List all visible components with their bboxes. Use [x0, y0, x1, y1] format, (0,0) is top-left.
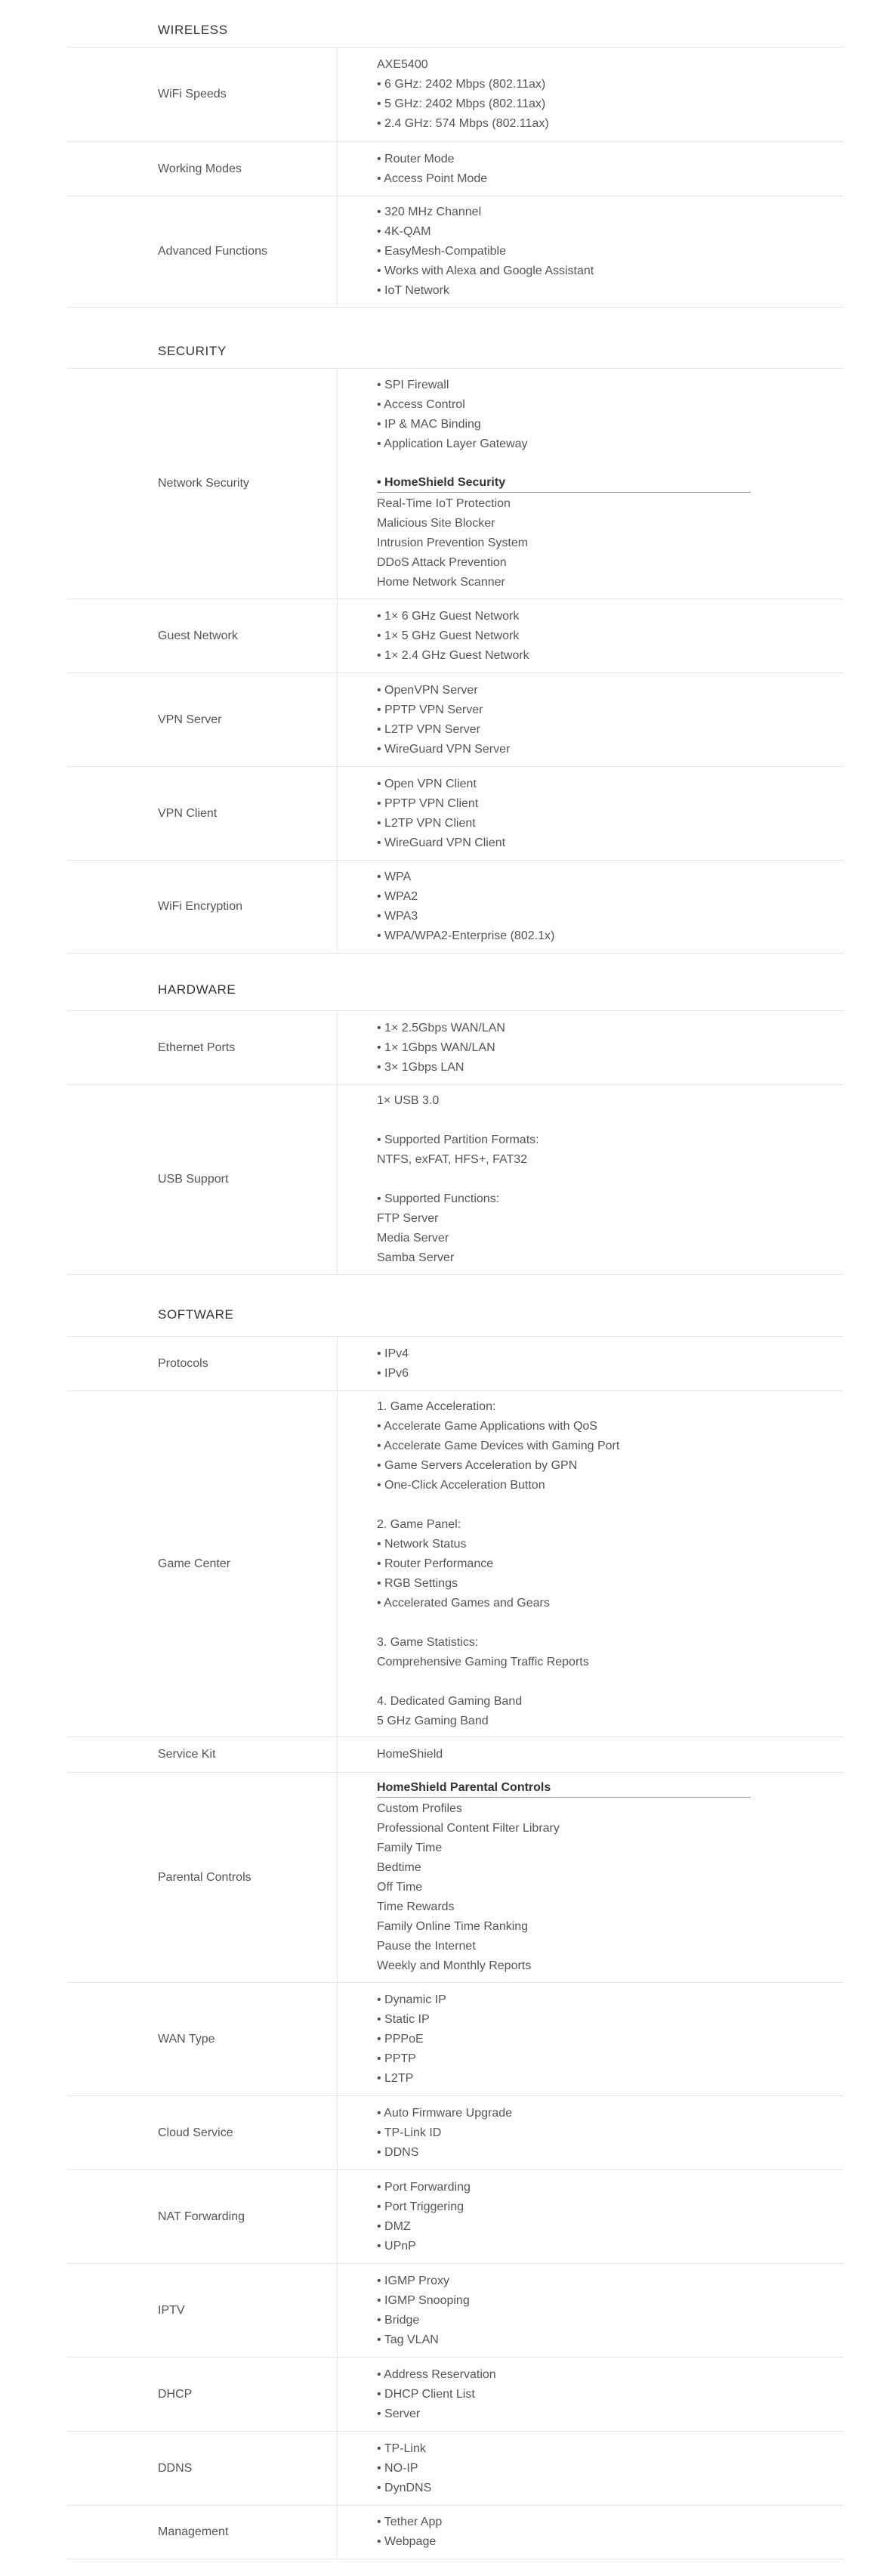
spec-value-line: 5 GHz Gaming Band	[377, 1714, 489, 1727]
column-divider	[337, 2264, 338, 2357]
spec-value-line: • OpenVPN Server	[377, 683, 478, 697]
spec-value-line: • PPPoE	[377, 2032, 424, 2046]
spec-value-line: • DynDNS	[377, 2481, 432, 2494]
spec-value	[377, 1011, 753, 1084]
spec-value-line: • Router Mode	[377, 152, 455, 165]
spec-value	[377, 1773, 753, 1982]
spec-row-ddns	[67, 2431, 844, 2505]
spec-value-line: • WireGuard VPN Server	[377, 742, 511, 756]
spec-spacer	[377, 454, 753, 474]
spec-value-line: • TP-Link	[377, 2441, 426, 2455]
spec-value-line: 4. Dedicated Gaming Band	[377, 1694, 523, 1708]
spec-value-line: Real-Time IoT Protection	[377, 496, 511, 510]
spec-label: Service Kit	[158, 1748, 216, 1761]
spec-row-vpn-server	[67, 673, 844, 766]
spec-value-line: • 2.4 GHz: 574 Mbps (802.11ax)	[377, 117, 549, 130]
spec-value-line: Custom Profiles	[377, 1802, 462, 1815]
spec-value-line: • EasyMesh-Compatible	[377, 245, 506, 258]
column-divider	[337, 2506, 338, 2559]
spec-row-guest-network	[67, 598, 844, 673]
spec-value	[377, 48, 753, 141]
spec-label: Protocols	[158, 1356, 208, 1370]
spec-value-line: FTP Server	[377, 1212, 439, 1225]
spec-value-line: Intrusion Prevention System	[377, 536, 529, 549]
spec-value	[377, 2506, 753, 2559]
spec-value-line: • Port Forwarding	[377, 2180, 471, 2194]
spec-value-line: • Static IP	[377, 2012, 430, 2026]
spec-row-iptv	[67, 2263, 844, 2357]
spec-spacer	[377, 1495, 753, 1515]
spec-value-line: Professional Content Filter Library	[377, 1822, 560, 1835]
spec-value	[377, 767, 753, 860]
column-divider	[337, 1337, 338, 1390]
spec-value-line: HomeShield	[377, 1748, 443, 1761]
spec-value-line: • IGMP Snooping	[377, 2293, 470, 2307]
spec-label: DDNS	[158, 2461, 193, 2475]
spec-value-line: Media Server	[377, 1232, 449, 1245]
spec-value-line: • Access Point Mode	[377, 172, 488, 185]
spec-value-line: Family Time	[377, 1842, 443, 1854]
spec-value-line: • Supported Partition Formats:	[377, 1133, 539, 1146]
spec-value-line: • RGB Settings	[377, 1576, 458, 1590]
spec-label: VPN Server	[158, 713, 222, 726]
section-title-security: SECURITY	[158, 344, 227, 358]
spec-value-line: • Router Performance	[377, 1557, 494, 1570]
spec-row-vpn-client	[67, 766, 844, 860]
spec-value	[377, 196, 753, 307]
spec-row-working-modes	[67, 141, 844, 196]
spec-value-line: • TP-Link ID	[377, 2126, 442, 2139]
spec-label: WiFi Encryption	[158, 900, 243, 913]
spec-value-line: • L2TP	[377, 2071, 414, 2085]
spec-value-line: AXE5400	[377, 58, 428, 71]
spec-label: WiFi Speeds	[158, 88, 227, 101]
spec-subheading: • HomeShield Security	[377, 474, 751, 493]
spec-value-line: Bedtime	[377, 1861, 421, 1874]
spec-value-line: • 1× 2.5Gbps WAN/LAN	[377, 1021, 505, 1034]
spec-label: Management	[158, 2525, 229, 2538]
column-divider	[337, 2170, 338, 2263]
spec-value-line: • PPTP VPN Client	[377, 796, 479, 810]
spec-value-line: • One-Click Acceleration Button	[377, 1478, 545, 1492]
spec-value-line: • WireGuard VPN Client	[377, 836, 506, 849]
spec-label: Game Center	[158, 1557, 231, 1570]
spec-label: NAT Forwarding	[158, 2210, 245, 2223]
spec-row-ethernet-ports	[67, 1010, 844, 1084]
spec-value-line: • WPA/WPA2-Enterprise (802.1x)	[377, 929, 555, 942]
spec-value-line: • Accelerate Game Applications with QoS	[377, 1419, 597, 1433]
column-divider	[337, 2358, 338, 2431]
spec-value-line: • Supported Functions:	[377, 1192, 500, 1205]
spec-value-line: Weekly and Monthly Reports	[377, 1959, 532, 1972]
spec-value-line: • DMZ	[377, 2219, 411, 2233]
spec-value-line: • Tag VLAN	[377, 2333, 439, 2346]
column-divider	[337, 2432, 338, 2505]
column-divider	[337, 1983, 338, 2095]
spec-row-nat-forwarding	[67, 2169, 844, 2263]
column-divider	[337, 196, 338, 307]
spec-value-line: • WPA	[377, 871, 412, 883]
column-divider	[337, 1773, 338, 1982]
spec-value-line: • NO-IP	[377, 2461, 418, 2475]
spec-value-line: • 320 MHz Channel	[377, 206, 482, 218]
spec-label: USB Support	[158, 1173, 229, 1186]
spec-value-line: • 1× 6 GHz Guest Network	[377, 609, 520, 623]
spec-value	[377, 2170, 753, 2263]
spec-row-wifi-speeds	[67, 47, 844, 141]
spec-label: DHCP	[158, 2387, 193, 2401]
spec-value-line: • Port Triggering	[377, 2200, 464, 2213]
spec-value-line: • UPnP	[377, 2239, 416, 2253]
spec-value-line: • IP & MAC Binding	[377, 417, 481, 431]
spec-row-network-security	[67, 368, 844, 598]
spec-value-line: Samba Server	[377, 1251, 455, 1264]
spec-value-line: • IoT Network	[377, 284, 449, 297]
spec-value-line: Off Time	[377, 1881, 423, 1894]
spec-value-line: Family Online Time Ranking	[377, 1920, 529, 1933]
spec-value	[377, 142, 753, 196]
spec-subheading: HomeShield Parental Controls	[377, 1779, 751, 1798]
spec-value-line: • L2TP VPN Server	[377, 722, 480, 736]
spec-value-line: • Application Layer Gateway	[377, 437, 528, 450]
column-divider	[337, 369, 338, 598]
spec-row-advanced-functions	[67, 196, 844, 308]
section-title-hardware: HARDWARE	[158, 982, 236, 997]
section-title-software: SOFTWARE	[158, 1307, 234, 1322]
column-divider	[337, 1737, 338, 1772]
spec-row-wan-type	[67, 1982, 844, 2095]
spec-value-line: • Auto Firmware Upgrade	[377, 2106, 513, 2120]
spec-spacer	[377, 1111, 753, 1130]
spec-value-line: • DHCP Client List	[377, 2387, 475, 2401]
spec-value-line: • 4K-QAM	[377, 225, 431, 238]
spec-value-line: • PPTP VPN Server	[377, 703, 483, 716]
column-divider	[337, 48, 338, 141]
spec-value-line: Pause the Internet	[377, 1940, 476, 1953]
spec-row-parental-controls	[67, 1772, 844, 1982]
spec-value-line: • Works with Alexa and Google Assistant	[377, 264, 594, 277]
spec-value-line: Home Network Scanner	[377, 575, 505, 589]
spec-label: Guest Network	[158, 629, 238, 642]
spec-value	[377, 1737, 753, 1772]
spec-value-line: • WPA2	[377, 890, 418, 903]
spec-value-line: Malicious Site Blocker	[377, 516, 495, 530]
spec-spacer	[377, 1613, 753, 1633]
spec-spacer	[377, 1672, 753, 1692]
spec-value-line: • Game Servers Acceleration by GPN	[377, 1458, 578, 1472]
spec-row-cloud-service	[67, 2095, 844, 2169]
spec-value-line: • Network Status	[377, 1537, 467, 1551]
spec-row-service-kit	[67, 1736, 844, 1772]
spec-value-line: • 5 GHz: 2402 Mbps (802.11ax)	[377, 97, 546, 110]
spec-value-line: • Server	[377, 2407, 421, 2420]
spec-row-protocols	[67, 1336, 844, 1390]
spec-label: Advanced Functions	[158, 245, 267, 258]
spec-value-line: • IPv4	[377, 1347, 409, 1360]
spec-value-line: • IPv6	[377, 1366, 409, 1380]
spec-value-line: • Address Reservation	[377, 2367, 496, 2381]
spec-value	[377, 2264, 753, 2357]
column-divider	[337, 599, 338, 673]
spec-value-line: • Accelerate Game Devices with Gaming Port	[377, 1439, 620, 1452]
column-divider	[337, 861, 338, 953]
spec-label: Parental Controls	[158, 1870, 252, 1884]
column-divider	[337, 1085, 338, 1274]
spec-value-line: 1× USB 3.0	[377, 1094, 440, 1107]
spec-label: VPN Client	[158, 806, 218, 820]
column-divider	[337, 1011, 338, 1084]
spec-value-line: DDoS Attack Prevention	[377, 555, 507, 569]
spec-value	[377, 599, 753, 673]
spec-value-line: NTFS, exFAT, HFS+, FAT32	[377, 1153, 528, 1166]
spec-row-game-center	[67, 1390, 844, 1736]
spec-value	[377, 1085, 753, 1274]
spec-value-line: • 6 GHz: 2402 Mbps (802.11ax)	[377, 78, 546, 91]
spec-value-line: • SPI Firewall	[377, 378, 449, 391]
spec-value-line: Time Rewards	[377, 1900, 455, 1913]
spec-value-line: • 3× 1Gbps LAN	[377, 1060, 464, 1074]
spec-value-line: • IGMP Proxy	[377, 2274, 449, 2287]
spec-spacer	[377, 1170, 753, 1189]
spec-value-line: • Open VPN Client	[377, 777, 477, 790]
spec-label: Cloud Service	[158, 2126, 233, 2139]
spec-value-line: • Access Control	[377, 397, 465, 411]
spec-row-wifi-encryption	[67, 860, 844, 954]
spec-value-line: • DDNS	[377, 2145, 419, 2159]
spec-value	[377, 2358, 753, 2431]
spec-value-line: 3. Game Statistics:	[377, 1635, 479, 1649]
spec-value-line: • Accelerated Games and Gears	[377, 1596, 550, 1610]
spec-value-line: • WPA3	[377, 910, 418, 923]
spec-row-usb-support	[67, 1084, 844, 1275]
column-divider	[337, 673, 338, 766]
spec-row-management	[67, 2505, 844, 2559]
spec-value	[377, 1983, 753, 2095]
spec-value-line: • Tether App	[377, 2516, 443, 2528]
spec-value	[377, 1391, 753, 1736]
spec-label: IPTV	[158, 2303, 185, 2317]
spec-row-dhcp	[67, 2357, 844, 2431]
spec-value	[377, 673, 753, 766]
column-divider	[337, 142, 338, 196]
column-divider	[337, 1391, 338, 1736]
spec-value-line: Comprehensive Gaming Traffic Reports	[377, 1655, 589, 1668]
spec-value	[377, 861, 753, 953]
column-divider	[337, 2096, 338, 2169]
spec-value-line: • Webpage	[377, 2535, 437, 2548]
spec-value-line: • Dynamic IP	[377, 1993, 446, 2006]
spec-label: WAN Type	[158, 2032, 215, 2046]
spec-value	[377, 369, 753, 598]
spec-label: Working Modes	[158, 162, 242, 175]
section-title-wireless: WIRELESS	[158, 23, 228, 37]
spec-value-line: • 1× 1Gbps WAN/LAN	[377, 1041, 495, 1054]
spec-value	[377, 2432, 753, 2505]
column-divider	[337, 767, 338, 860]
spec-value	[377, 1337, 753, 1390]
spec-value-line: • 1× 5 GHz Guest Network	[377, 629, 520, 642]
spec-value-line: • L2TP VPN Client	[377, 816, 476, 830]
spec-value-line: • Bridge	[377, 2313, 420, 2327]
spec-value-line: • PPTP	[377, 2052, 416, 2065]
spec-value-line: • 1× 2.4 GHz Guest Network	[377, 648, 529, 662]
spec-label: Network Security	[158, 477, 249, 490]
spec-value-line: 1. Game Acceleration:	[377, 1399, 496, 1413]
spec-value	[377, 2096, 753, 2169]
spec-value-line: 2. Game Panel:	[377, 1517, 461, 1531]
spec-label: Ethernet Ports	[158, 1041, 236, 1054]
